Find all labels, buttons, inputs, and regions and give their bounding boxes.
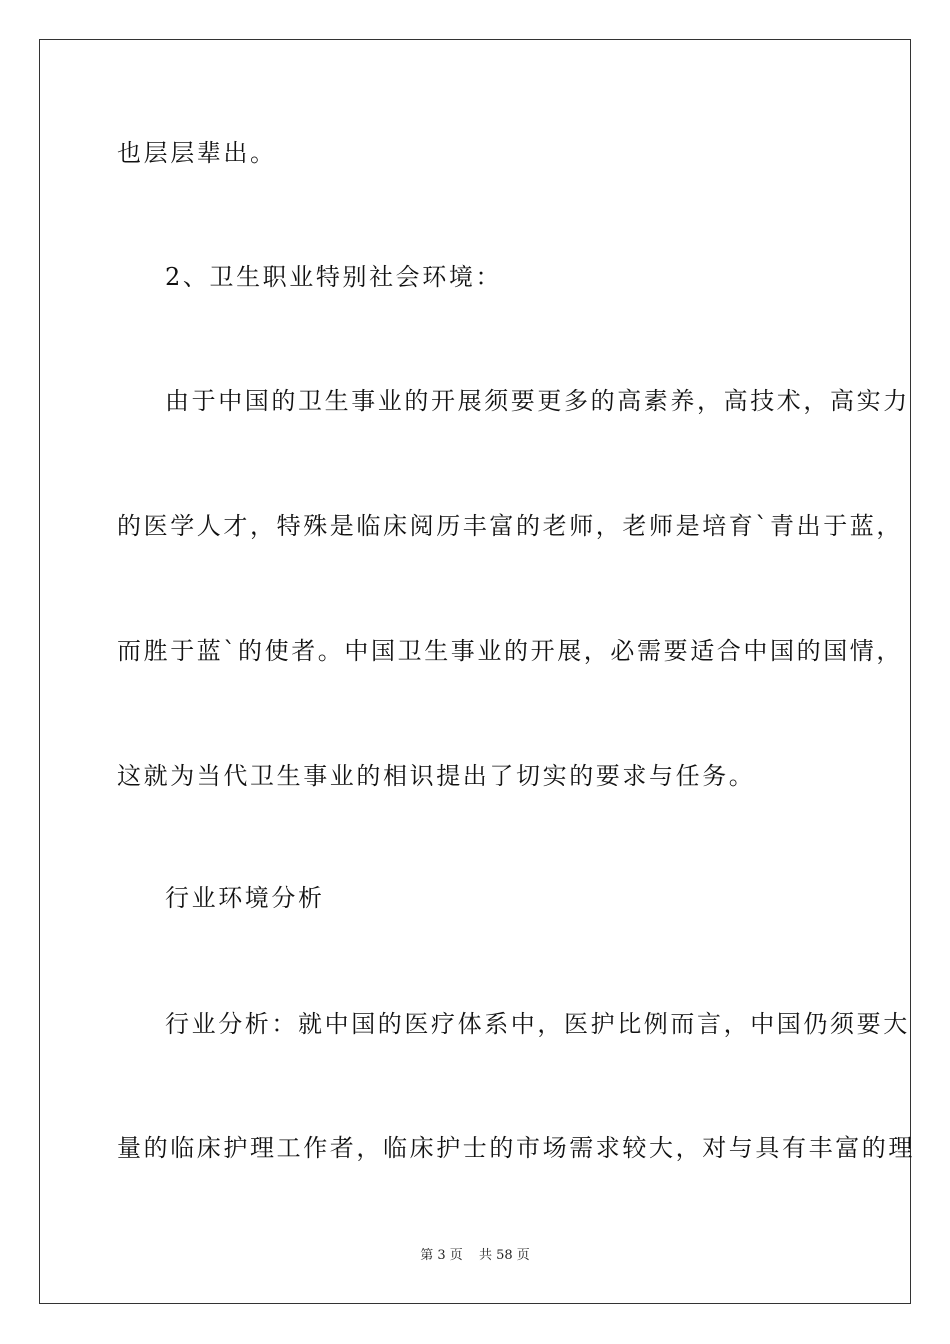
paragraph-line-5: 行业分析：就中国的医疗体系中，医护比例而言，中国仍须要大 [165,1010,910,1038]
total-pages: 共 58 页 [478,1248,530,1263]
section-heading-industry: 行业环境分析 [165,884,325,912]
page-number: 第 3 页 [420,1248,463,1263]
paragraph-line-4: 这就为当代卫生事业的相识提出了切实的要求与任务。 [117,762,756,790]
section-heading-2: 2、卫生职业特别社会环境： [165,263,503,291]
paragraph-line-6: 量的临床护理工作者，临床护士的市场需求较大，对与具有丰富的理 [117,1134,915,1162]
paragraph-line-3: 而胜于蓝`的使者。中国卫生事业的开展，必需要适合中国的国情， [117,637,903,665]
page-footer [0,1248,950,1264]
paragraph-line-1: 由于中国的卫生事业的开展须要更多的高素养，高技术，高实力 [165,387,910,415]
paragraph-line-2: 的医学人才，特殊是临床阅历丰富的老师，老师是培育`青出于蓝， [117,512,903,540]
page-border [39,39,911,1304]
text-line-1: 也层层辈出。 [117,139,277,167]
